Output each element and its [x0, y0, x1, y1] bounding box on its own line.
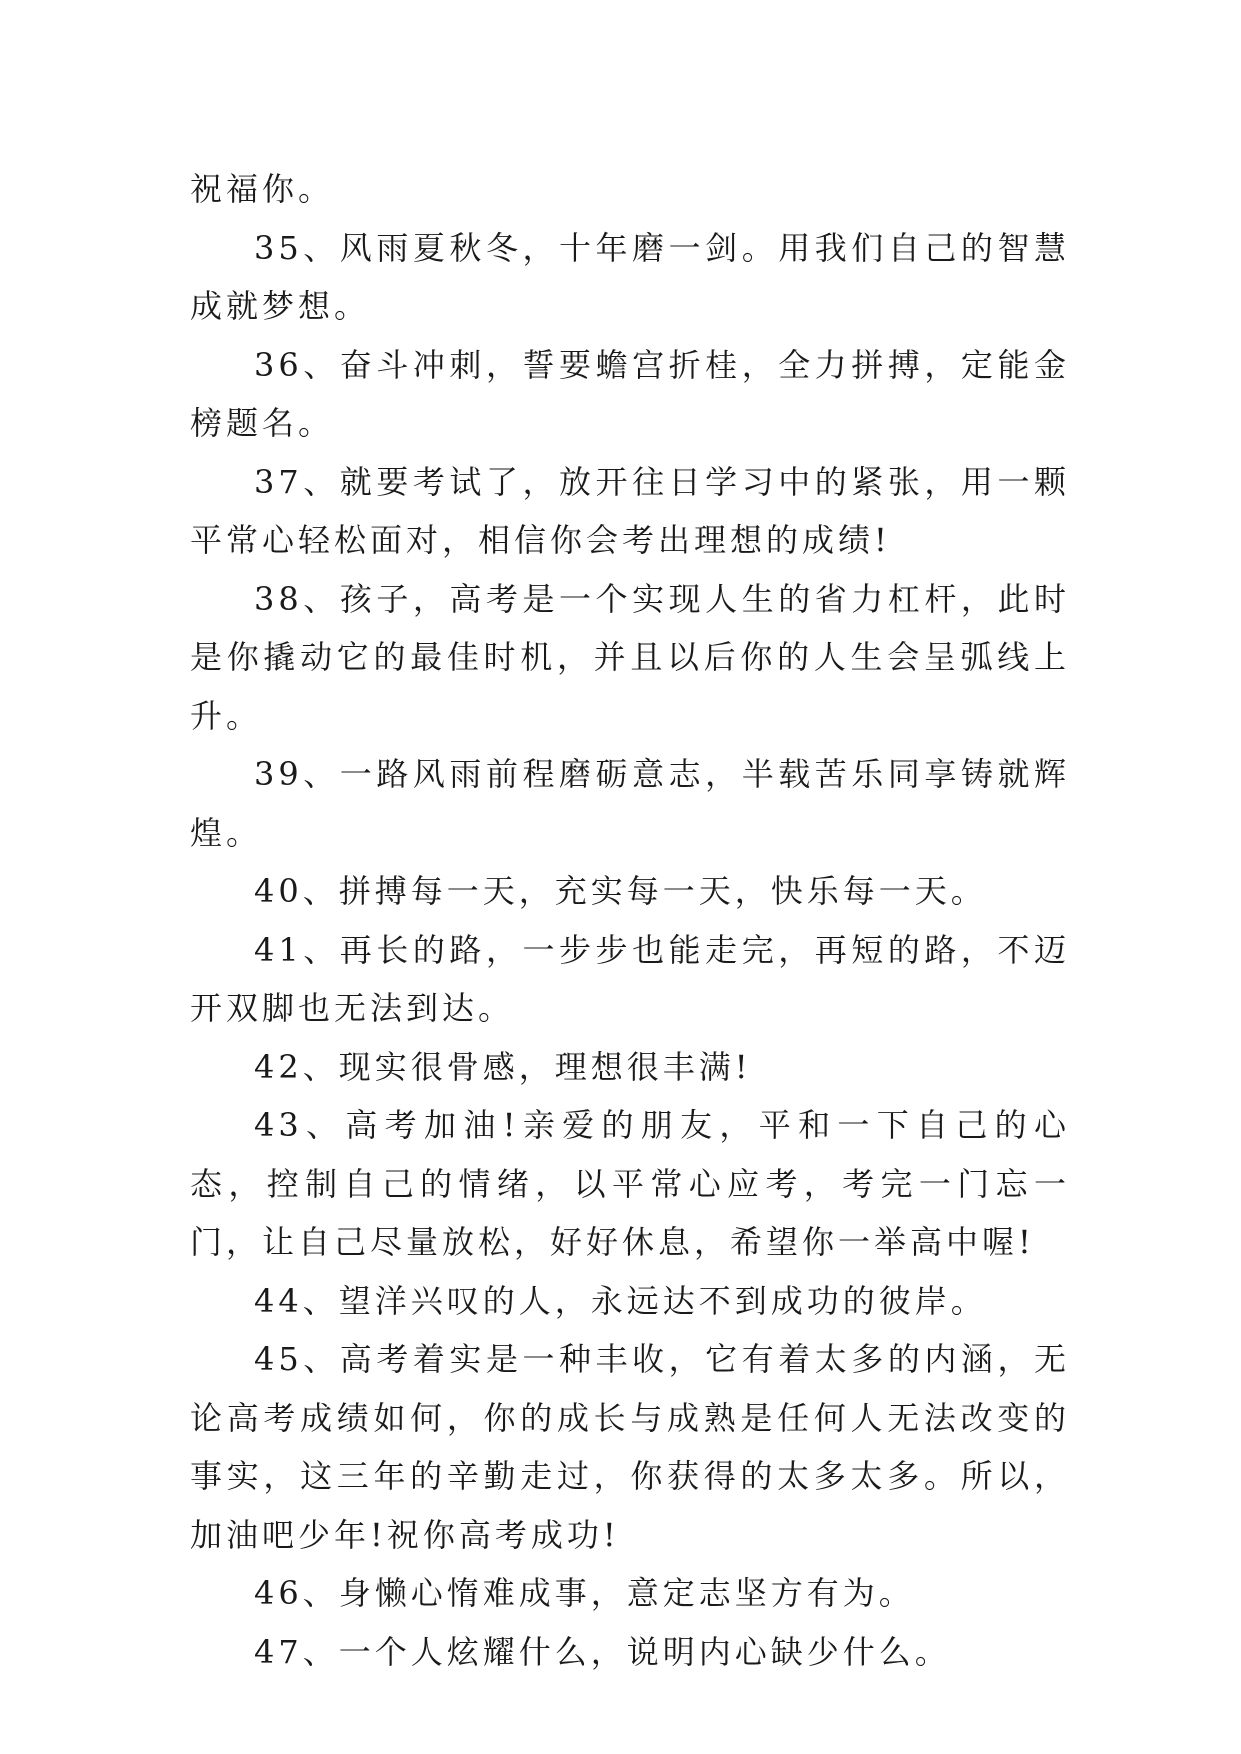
paragraph-44: 44、望洋兴叹的人，永远达不到成功的彼岸。 [254, 1281, 987, 1320]
paragraph-45: 45、高考着实是一种丰收，它有着太多的内涵，无论高考成绩如何，你的成长与成熟是任何人无法改变的事实，这三年的辛勤走过，你获得的太多太多。所以，加油吧少年!祝你高考成功! [190, 1340, 1070, 1554]
paragraph-39: 39、一路风雨前程磨砺意志，半载苦乐同享铸就辉煌。 [190, 755, 1070, 852]
paragraph-42: 42、现实很骨感，理想很丰满! [254, 1047, 752, 1086]
paragraph-36: 36、奋斗冲刺，誓要蟾宫折桂，全力拼搏，定能金榜题名。 [190, 345, 1070, 442]
paragraph-47: 47、一个人炫耀什么，说明内心缺少什么。 [254, 1632, 951, 1671]
paragraph-46: 46、身懒心惰难成事，意定志坚方有为。 [254, 1574, 915, 1612]
paragraph-38: 38、孩子，高考是一个实现人生的省力杠杆，此时是你撬动它的最佳时机，并且以后你的人生会呈弧线上升。 [190, 579, 1070, 735]
paragraph-37: 37、就要考试了，放开往日学习中的紧张，用一颗平常心轻松面对，相信你会考出理想的成绩! [190, 462, 1070, 559]
paragraph-41: 41、再长的路，一步步也能走完，再短的路，不迈开双脚也无法到达。 [190, 930, 1070, 1027]
paragraph-40: 40、拼搏每一天，充实每一天，快乐每一天。 [254, 872, 987, 910]
document-body [190, 160, 1070, 1681]
paragraph-43: 43、高考加油!亲爱的朋友，平和一下自己的心态，控制自己的情绪，以平常心应考，考完一门忘一门，让自己尽量放松，好好休息，希望你一举高中喔! [190, 1106, 1070, 1261]
paragraph-continuation: 祝福你。 [190, 170, 335, 208]
paragraph-35: 35、风雨夏秋冬，十年磨一剑。用我们自己的智慧成就梦想。 [190, 228, 1070, 325]
